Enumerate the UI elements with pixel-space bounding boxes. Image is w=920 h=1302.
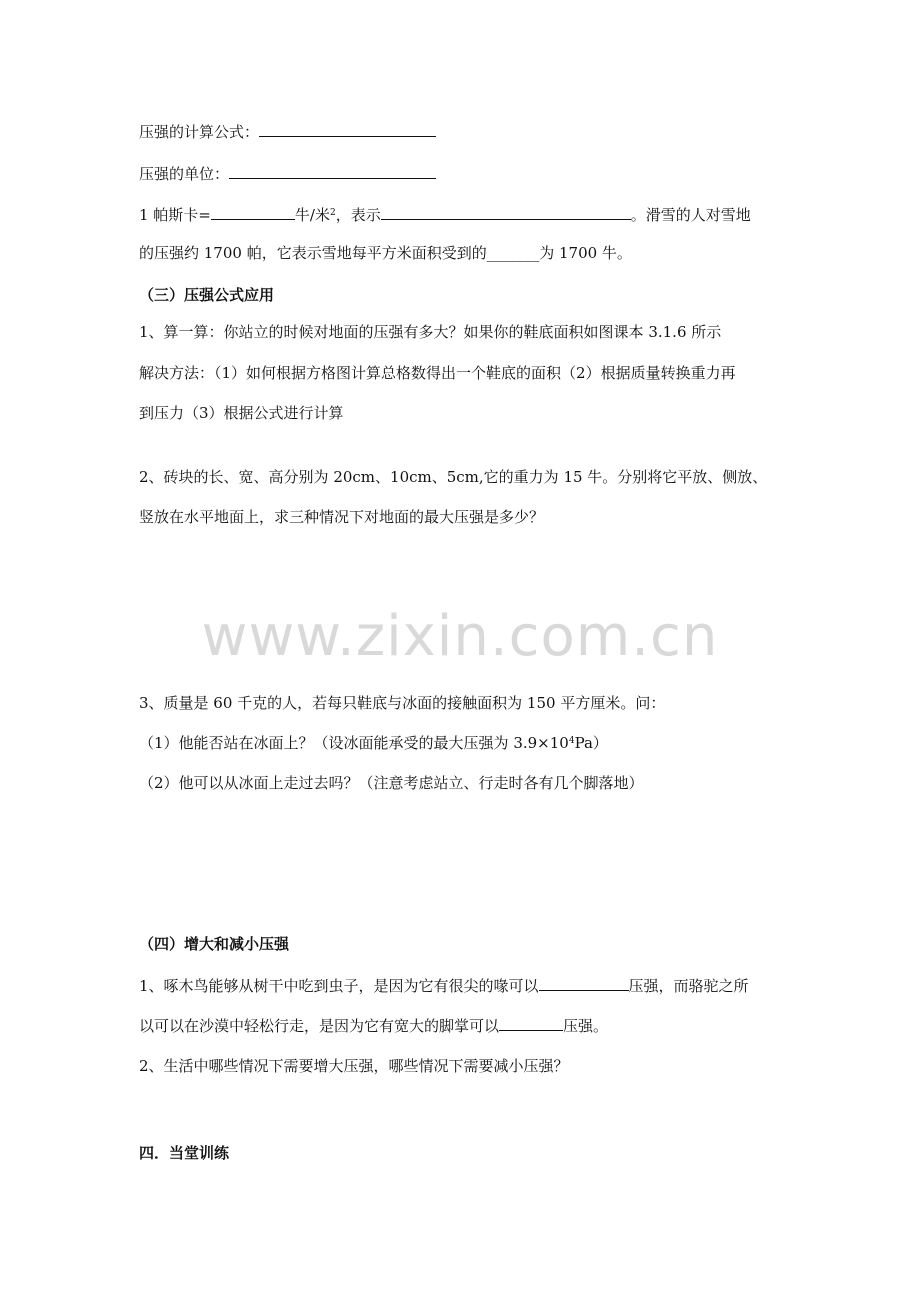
q4-1-text-c: 以可以在沙漠中轻松行走，是因为它有宽大的脚掌可以 (139, 1017, 500, 1035)
pascal-blank (211, 204, 295, 220)
skier-text-cont: 的压强约 1700 帕，它表示雪地每平方米面积受到的 (139, 244, 487, 262)
part4-heading: 四．当堂训练 (139, 1144, 230, 1162)
q3-3-sub1-text: （1）他能否站在冰面上？（设冰面能承受的最大压强为 3.9×10 (139, 734, 569, 752)
formula-label: 压强的计算公式： (139, 123, 260, 141)
pascal-means-label: ，表示 (335, 206, 381, 224)
section-heading-3: （三）压强公式应用 (139, 286, 275, 304)
pascal-line (139, 204, 751, 225)
q3-3-sub1 (139, 733, 608, 753)
unit-label: 压强的单位： (139, 165, 230, 183)
formula-line (139, 121, 436, 142)
q3-3-sub1-unit: Pa） (574, 734, 608, 752)
unit-blank (229, 163, 436, 179)
pascal-unit: 牛/米 (294, 206, 330, 224)
q4-1-blank2 (499, 1015, 563, 1031)
q4-1-blank1 (539, 975, 629, 991)
q3-2-text: 2、砖块的长、宽、高分别为 20cm、10cm、5cm,它的重力为 15 牛。分别将它平放、侧放、 (139, 468, 768, 486)
q4-1-line (139, 975, 749, 996)
pascal-meaning-blank (381, 204, 631, 220)
skier-line (139, 243, 632, 263)
q3-2-text-cont: 竖放在水平地面上，求三种情况下对地面的最大压强是多少？ (139, 508, 545, 526)
q3-1-text: 1、算一算：你站立的时候对地面的压强有多大？如果你的鞋底面积如图课本 3.1.6 所示 (139, 323, 722, 341)
q3-1-method: 解决方法：（1）如何根据方格图计算总格数得出一个鞋底的面积（2）根据质量转换重力再 (139, 364, 736, 382)
formula-blank (259, 121, 436, 137)
pascal-unit-exponent: 2 (329, 208, 336, 218)
q4-1-text-d: 压强。 (563, 1017, 609, 1035)
q3-1-method-cont: 到压力（3）根据公式进行计算 (139, 404, 344, 422)
unit-line (139, 163, 436, 184)
q4-1-text: 1、啄木鸟能够从树干中吃到虫子，是因为它有很尖的喙可以 (139, 977, 539, 995)
q4-2-text: 2、生活中哪些情况下需要增大压强，哪些情况下需要减小压强？ (139, 1057, 569, 1075)
q4-1-text-b: 压强，而骆驼之所 (628, 977, 749, 995)
skier-text-end: 为 1700 牛。 (539, 244, 632, 262)
watermark: www.zixin.com.cn (201, 604, 719, 669)
q4-1-line-cont (139, 1015, 608, 1036)
skier-blank: _______ (486, 244, 540, 262)
q3-3-text: 3、质量是 60 千克的人，若每只鞋底与冰面的接触面积为 150 平方厘米。问： (139, 694, 666, 712)
skier-text: 。滑雪的人对雪地 (630, 206, 751, 224)
q3-3-sub2: （2）他可以从冰面上走过去吗？（注意考虑站立、行走时各有几个脚落地） (139, 774, 644, 792)
pascal-label: 1 帕斯卡= (139, 206, 211, 224)
q3-3-sub1-exponent: 4 (568, 736, 575, 746)
section-heading-4: （四）增大和减小压强 (139, 935, 290, 953)
